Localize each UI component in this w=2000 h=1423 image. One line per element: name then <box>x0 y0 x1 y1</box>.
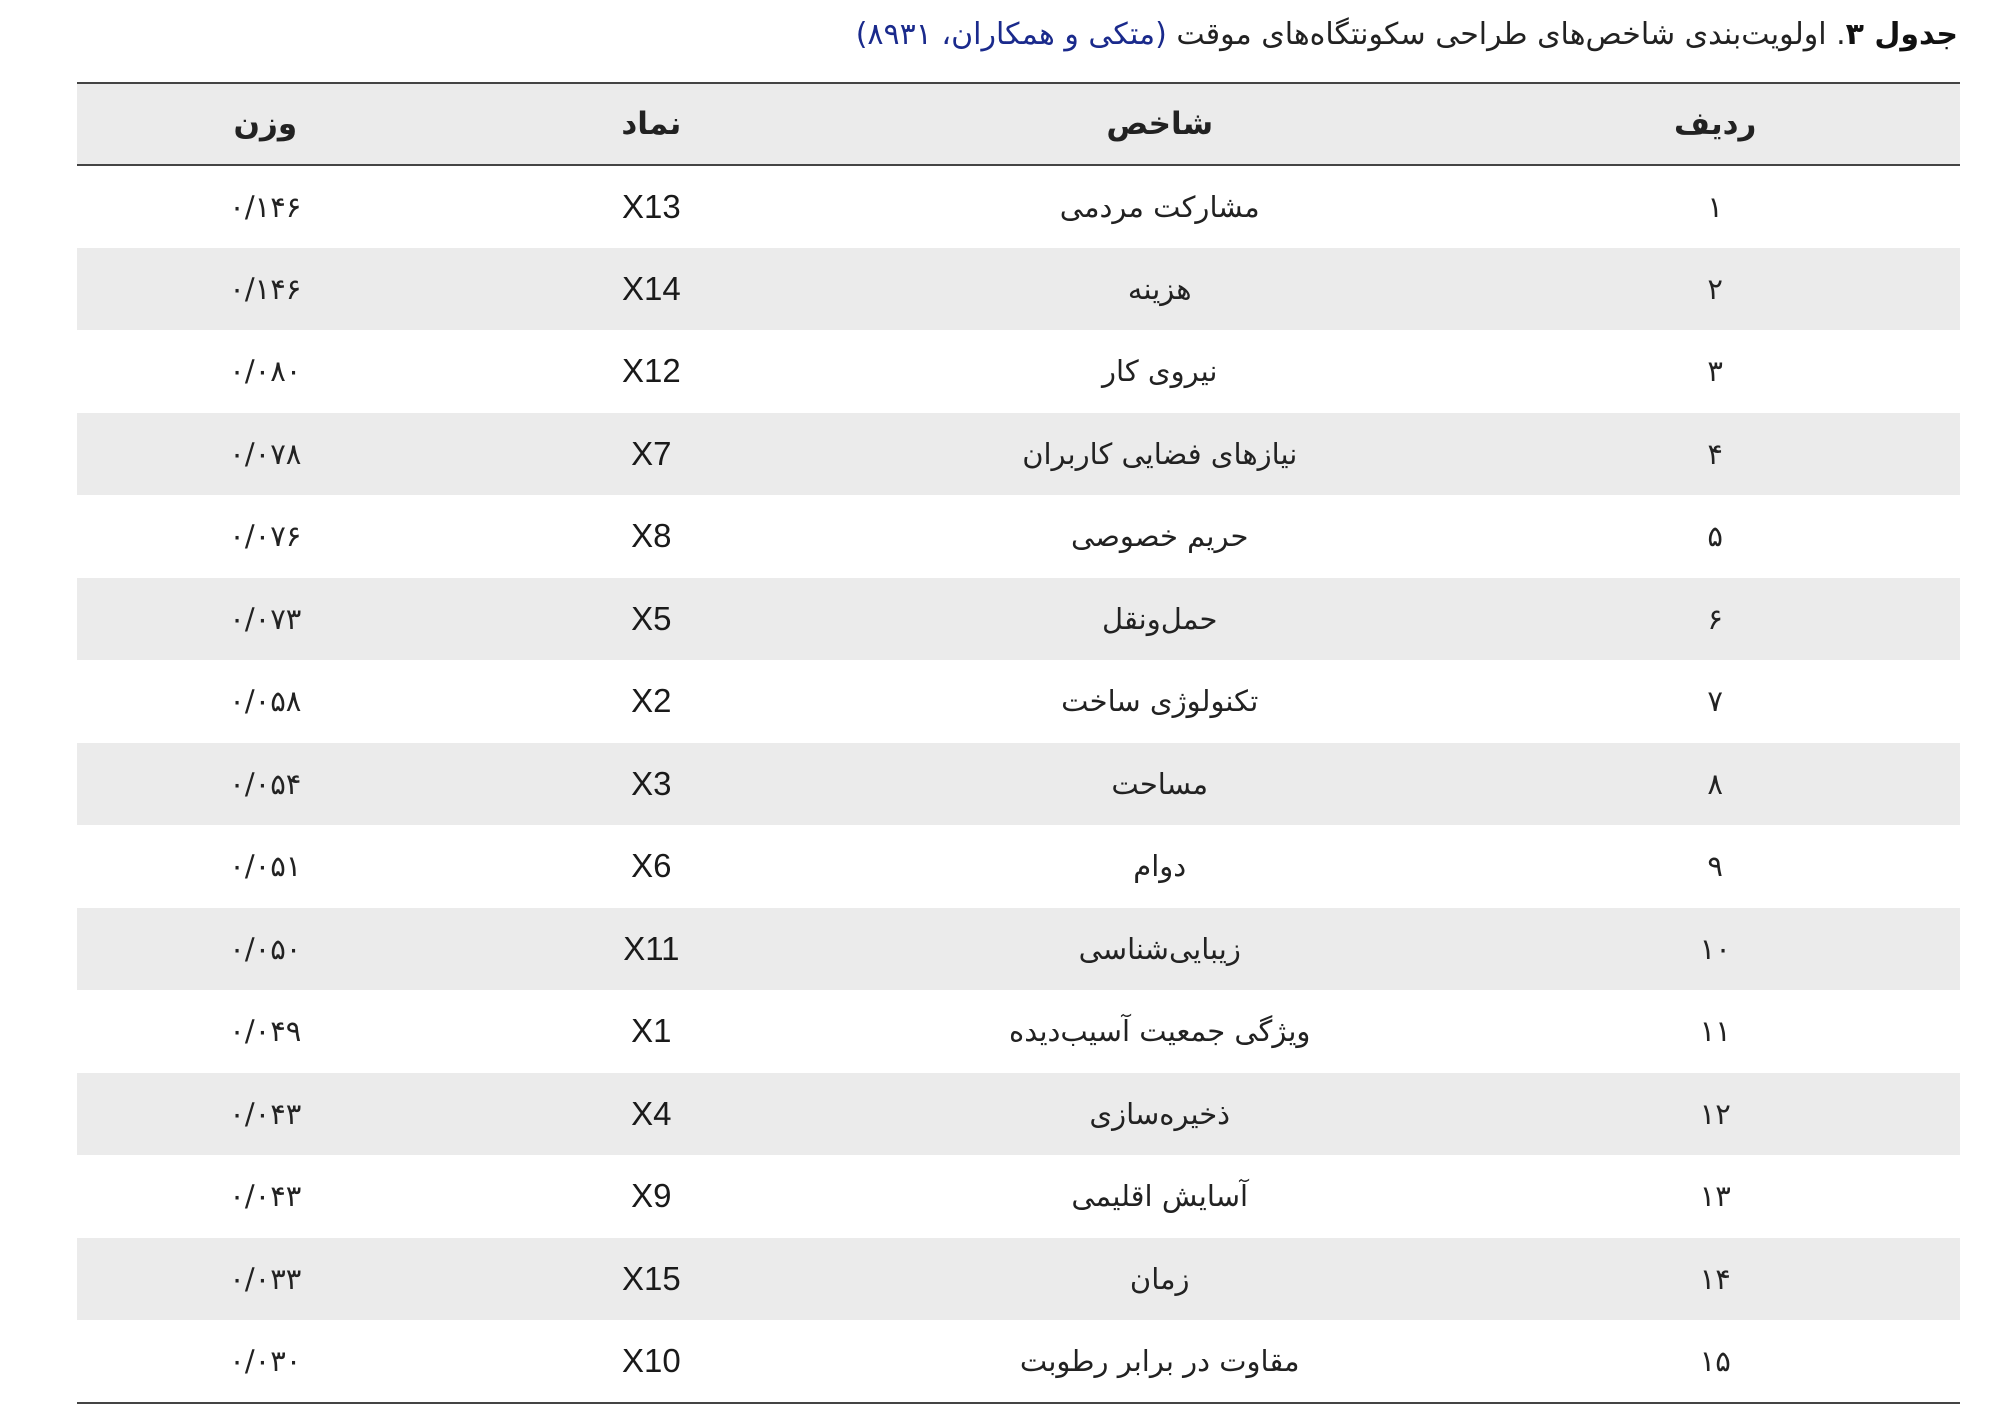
indicator-priority-table-container <box>77 82 1960 1404</box>
row-number-cell: ۱۲ <box>1699 1096 1731 1131</box>
indicator-cell: تکنولوژی ساخت <box>1061 684 1259 719</box>
weight-cell: ۰/۰۵۱ <box>229 849 302 884</box>
header-row-number: ردیف <box>1674 106 1757 142</box>
indicator-cell: مشارکت مردمی <box>1059 189 1260 224</box>
weight-cell: ۰/۰۷۶ <box>229 519 302 554</box>
symbol-cell: X2 <box>631 682 672 720</box>
weight-cell: ۰/۰۳۰ <box>229 1343 302 1378</box>
indicator-cell: مساحت <box>1111 766 1209 801</box>
table-row <box>77 413 1960 496</box>
table-row <box>77 1238 1960 1321</box>
table-row <box>77 248 1960 331</box>
symbol-cell: X1 <box>631 1012 672 1050</box>
row-number-cell: ۱ <box>1707 189 1723 224</box>
table-row <box>77 1073 1960 1156</box>
indicator-cell: حمل‌ونقل <box>1102 601 1218 636</box>
row-number-cell: ۵ <box>1707 519 1723 554</box>
indicator-cell: نیروی کار <box>1102 354 1218 389</box>
header-weight: وزن <box>233 106 298 142</box>
table-row <box>77 825 1960 908</box>
caption-citation-link[interactable]: (متکی و همکاران، ۸۹۳۱) <box>855 17 1167 52</box>
symbol-cell: X13 <box>621 187 681 225</box>
table-row <box>77 660 1960 743</box>
weight-cell: ۰/۰۴۹ <box>229 1014 302 1049</box>
indicator-cell: هزینه <box>1127 271 1192 306</box>
indicator-cell: آسایش اقلیمی <box>1071 1179 1249 1214</box>
row-number-cell: ۹ <box>1707 849 1723 884</box>
row-number-cell: ۱۵ <box>1699 1343 1731 1378</box>
table-row <box>77 990 1960 1073</box>
table-row <box>77 908 1960 991</box>
row-number-cell: ۴ <box>1707 436 1723 471</box>
weight-cell: ۰/۰۵۰ <box>229 931 302 966</box>
indicator-cell: ویژگی جمعیت آسیب‌دیده <box>1009 1014 1311 1049</box>
indicator-cell: نیازهای فضایی کاربران <box>1022 436 1298 471</box>
weight-cell: ۰/۰۷۸ <box>229 436 302 471</box>
weight-cell: ۰/۱۴۶ <box>229 189 302 224</box>
row-number-cell: ۸ <box>1707 766 1723 801</box>
symbol-cell: X8 <box>631 517 672 555</box>
table-body <box>77 165 1960 1403</box>
row-number-cell: ۱۰ <box>1699 931 1731 966</box>
header-indicator: شاخص <box>1106 106 1214 142</box>
symbol-cell: X12 <box>621 352 681 390</box>
table-row <box>77 1155 1960 1238</box>
header-symbol: نماد <box>621 106 682 142</box>
row-number-cell: ۱۳ <box>1699 1179 1731 1214</box>
row-number-cell: ۱۴ <box>1699 1261 1731 1296</box>
weight-cell: ۰/۰۵۴ <box>229 766 302 801</box>
symbol-cell: X11 <box>623 929 680 967</box>
weight-cell: ۰/۰۴۳ <box>229 1179 302 1214</box>
weight-cell: ۰/۰۸۰ <box>229 354 302 389</box>
weight-cell: ۰/۱۴۶ <box>229 271 302 306</box>
symbol-cell: X10 <box>621 1341 681 1379</box>
weight-cell: ۰/۰۷۳ <box>229 601 302 636</box>
indicator-cell: زمان <box>1129 1261 1190 1296</box>
row-number-cell: ۳ <box>1707 354 1723 389</box>
weight-cell: ۰/۰۳۳ <box>229 1261 302 1296</box>
row-number-cell: ۱۱ <box>1699 1014 1731 1049</box>
symbol-cell: X3 <box>631 764 672 802</box>
weight-cell: ۰/۰۴۳ <box>229 1096 302 1131</box>
row-number-cell: ۶ <box>1707 601 1723 636</box>
table-header <box>77 83 1960 165</box>
indicator-priority-table <box>77 82 1960 1404</box>
header-row <box>77 83 1960 165</box>
row-number-cell: ۷ <box>1707 684 1723 719</box>
row-number-cell: ۲ <box>1707 271 1723 306</box>
indicator-cell: حریم خصوصی <box>1071 519 1249 554</box>
table-row <box>77 1320 1960 1403</box>
symbol-cell: X15 <box>621 1259 681 1297</box>
symbol-cell: X5 <box>631 599 672 637</box>
indicator-cell: ذخیره‌سازی <box>1089 1096 1231 1131</box>
table-row <box>77 495 1960 578</box>
table-row <box>77 165 1960 248</box>
symbol-cell: X4 <box>631 1094 672 1132</box>
table-row <box>77 578 1960 661</box>
weight-cell: ۰/۰۵۸ <box>229 684 302 719</box>
table-row <box>77 330 1960 413</box>
indicator-cell: زیبایی‌شناسی <box>1078 931 1241 966</box>
symbol-cell: X7 <box>631 434 672 472</box>
symbol-cell: X6 <box>631 847 672 885</box>
symbol-cell: X14 <box>621 269 681 307</box>
caption-label: جدول ۳ <box>1845 17 1958 52</box>
indicator-cell: دوام <box>1133 849 1187 884</box>
indicator-cell: مقاوت در برابر رطوبت <box>1019 1343 1300 1378</box>
table-caption <box>60 10 1958 60</box>
table-row <box>77 743 1960 826</box>
caption-text: . اولویت‌بندی شاخص‌های طراحی سکونتگاه‌های موقت <box>1166 17 1846 52</box>
symbol-cell: X9 <box>631 1177 672 1215</box>
